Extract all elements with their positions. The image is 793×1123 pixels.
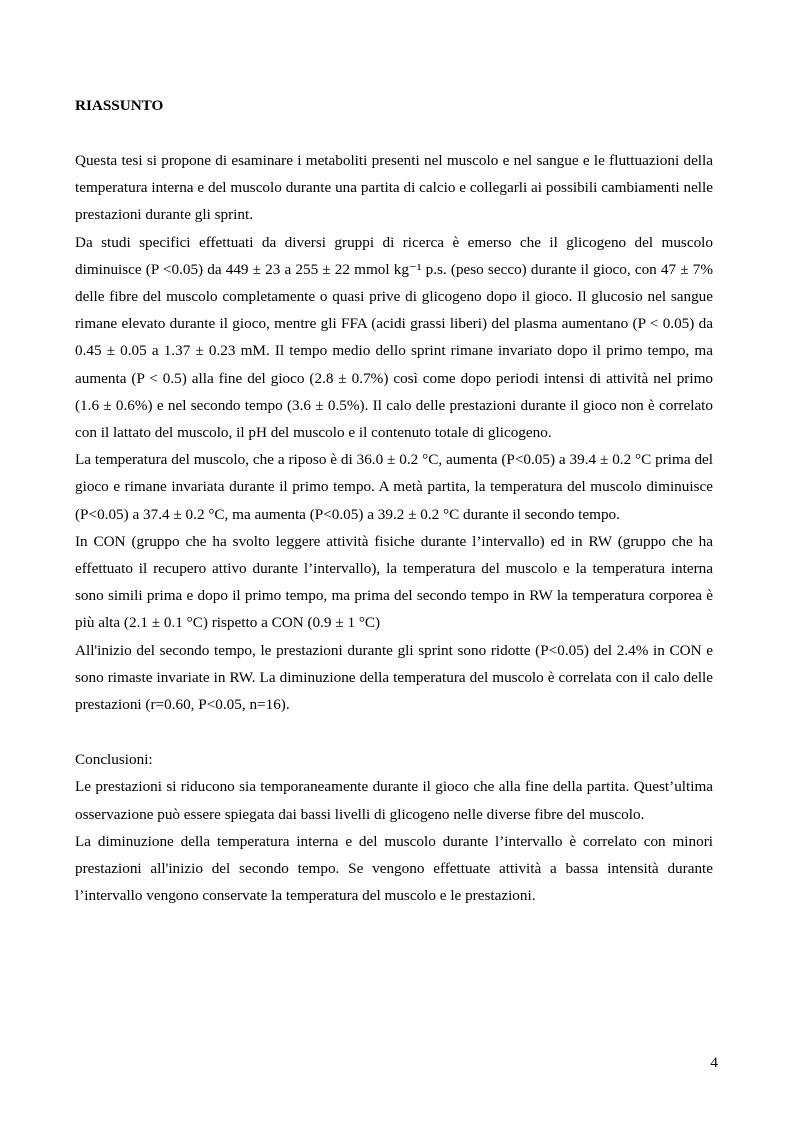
paragraph-glycogen: Da studi specifici effettuati da diversi gruppi di ricerca è emerso che il glicogeno del muscolo diminuisce (P <0.05) da 449 ± 23 a 255 ± 22 mmol kg⁻¹ p.s. (peso secco) durante il gioco, con 47 ± 7% delle fibre del muscolo completamente o quasi prive di glicogeno dopo il gioco. Il glucosio nel sangue rimane elevato durante il gioco, mentre gli FFA (acidi grassi liberi) del plasma aumentano (P < 0.05) da 0.45 ± 0.05 a 1.37 ± 0.23 mM. Il tempo medio dello sprint rimane invariato dopo il primo tempo, ma aumenta (P < 0.5) alla fine del gioco (2.8 ± 0.7%) così come dopo periodi intensi di attività nel primo (1.6 ± 0.6%) e nel secondo tempo (3.6 ± 0.5%). Il calo delle prestazioni durante il gioco non è correlato con il lattato del muscolo, il pH del muscolo e il contenuto totale di glicogeno. — [75, 233, 713, 442]
spacer — [75, 718, 713, 746]
paragraph-sprint: All'inizio del secondo tempo, le prestazioni durante gli sprint sono ridotte (P<0.05) del 2.4% in CON e sono rimaste invariate in RW. La diminuzione della temperatura del muscolo è correlata con il calo delle prestazioni (r=0.60, P<0.05, n=16). — [75, 641, 713, 714]
conclusion-paragraph-1: Le prestazioni si riducono sia temporaneamente durante il gioco che alla fine della partita. Quest’ultima osservazione può essere spiegata dai bassi livelli di glicogeno nelle diverse fibre del muscolo. — [75, 778, 713, 823]
page-number: 4 — [710, 1054, 718, 1071]
conclusions-heading: Conclusioni: — [75, 751, 153, 769]
conclusion-paragraph-2: La diminuzione della temperatura interna e del muscolo durante l’intervallo è correlato con minori prestazioni all'inizio del secondo tempo. Se vengono effettuate attività a bassa intensità durante l’intervallo vengono conservate la temperatura del muscolo e le prestazioni. — [75, 832, 713, 905]
paragraph-temperature: La temperatura del muscolo, che a riposo è di 36.0 ± 0.2 °C, aumenta (P<0.05) a 39.4 ± 0.2 °C prima del gioco e rimane invariata durante il primo tempo. A metà partita, la temperatura del muscolo diminuisce (P<0.05) a 37.4 ± 0.2 °C, ma aumenta (P<0.05) a 39.2 ± 0.2 °C durante il secondo tempo. — [75, 451, 713, 523]
section-heading: RIASSUNTO — [75, 97, 164, 114]
paragraph-groups: In CON (gruppo che ha svolto leggere attività fisiche durante l’intervallo) ed in RW (gruppo che ha effettuato il recupero attivo durante l’intervallo), la temperatura del muscolo e la temperatura interna sono simili prima e dopo il primo tempo, ma prima del secondo tempo in RW la temperatura corporea è più alta (2.1 ± 0.1 °C) rispetto a CON (0.9 ± 1 °C) — [75, 532, 713, 632]
document-body — [75, 92, 713, 909]
spacer — [75, 119, 713, 147]
paragraph-intro: Questa tesi si propone di esaminare i metaboliti presenti nel muscolo e nel sangue e le fluttuazioni della temperatura interna e del muscolo durante una partita di calcio e collegarli ai possibili cambiamenti nelle prestazioni durante gli sprint. — [75, 152, 713, 224]
